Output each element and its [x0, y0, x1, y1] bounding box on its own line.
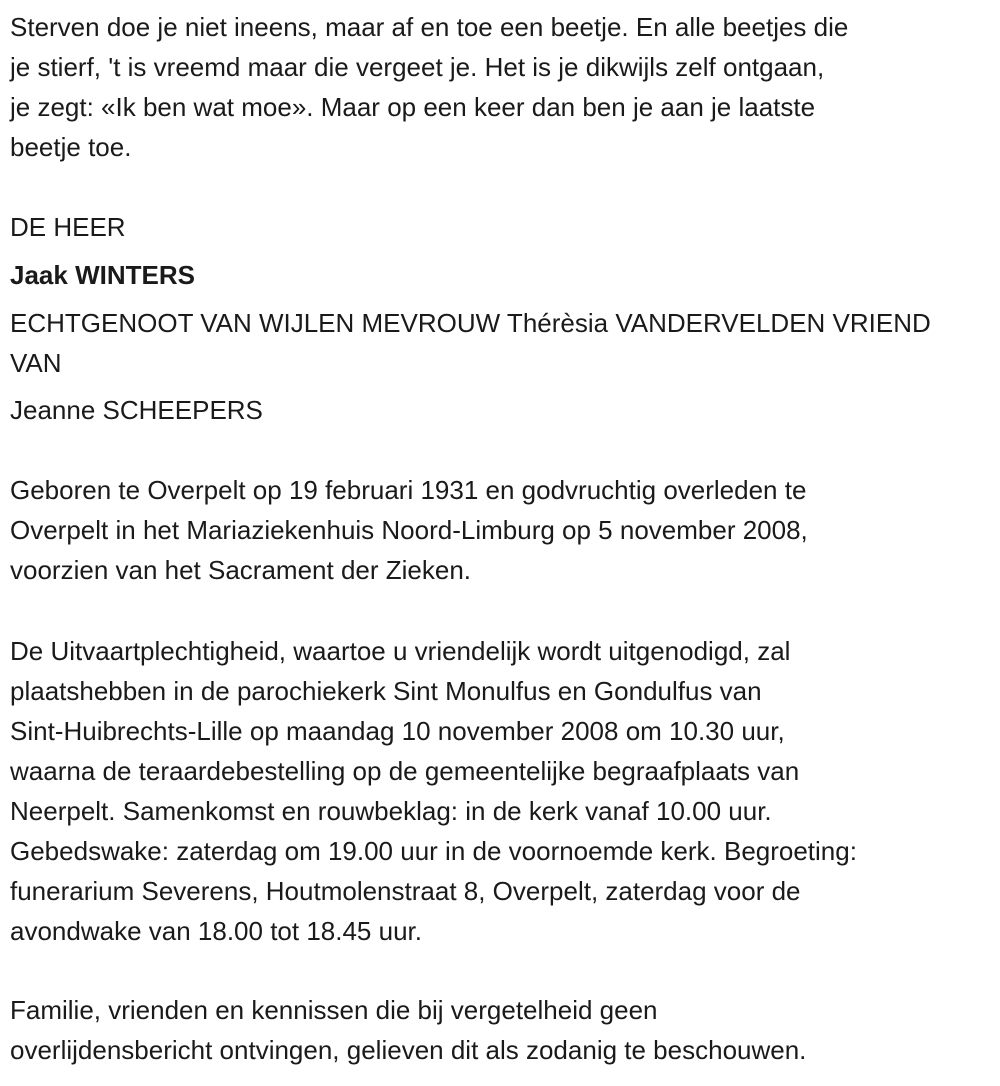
text-line: Geboren te Overpelt op 19 februari 1931 en godvruchtig overleden te [10, 475, 807, 505]
text-line: Gebedswake: zaterdag om 19.00 uur in de voornoemde kerk. Begroeting: [10, 836, 857, 866]
intro-paragraph [10, 7, 1000, 167]
closing-paragraph [10, 990, 1000, 1070]
friend-name: Jeanne SCHEEPERS [10, 395, 263, 425]
text-line: Sterven doe je niet ineens, maar af en toe een beetje. En alle beetjes die [10, 12, 849, 42]
text-line: Sint-Huibrechts-Lille op maandag 10 november 2008 om 10.30 uur, [10, 716, 785, 746]
funeral-paragraph [10, 631, 1000, 951]
text-line: je stierf, 't is vreemd maar die vergeet je. Het is je dikwijls zelf ontgaan, [10, 52, 825, 82]
title: DE HEER [10, 212, 126, 242]
text-line: je zegt: «Ik ben wat moe». Maar op een keer dan ben je aan je laatste [10, 92, 816, 122]
text-line: Overpelt in het Mariaziekenhuis Noord-Limburg op 5 november 2008, [10, 515, 808, 545]
text-line: VAN [10, 348, 62, 378]
text-line: funerarium Severens, Houtmolenstraat 8, Overpelt, zaterdag voor de [10, 876, 801, 906]
text-line: plaatshebben in de parochiekerk Sint Monulfus en Gondulfus van [10, 676, 762, 706]
relation-paragraph [10, 303, 1000, 383]
text-line: ECHTGENOOT VAN WIJLEN MEVROUW Thérèsia VANDERVELDEN VRIEND [10, 308, 931, 338]
deceased-name: Jaak WINTERS [10, 260, 195, 290]
text-line: De Uitvaartplechtigheid, waartoe u vriendelijk wordt uitgenodigd, zal [10, 636, 791, 666]
text-line: avondwake van 18.00 tot 18.45 uur. [10, 916, 422, 946]
text-line: waarna de teraardebestelling op de gemeentelijke begraafplaats van [10, 756, 800, 786]
text-line: beetje toe. [10, 132, 132, 162]
text-line: overlijdensbericht ontvingen, gelieven dit als zodanig te beschouwen. [10, 1035, 807, 1065]
birth-paragraph [10, 470, 1000, 590]
text-line: Neerpelt. Samenkomst en rouwbeklag: in de kerk vanaf 10.00 uur. [10, 796, 772, 826]
text-line: voorzien van het Sacrament der Zieken. [10, 555, 472, 585]
text-line: Familie, vrienden en kennissen die bij vergetelheid geen [10, 995, 658, 1025]
